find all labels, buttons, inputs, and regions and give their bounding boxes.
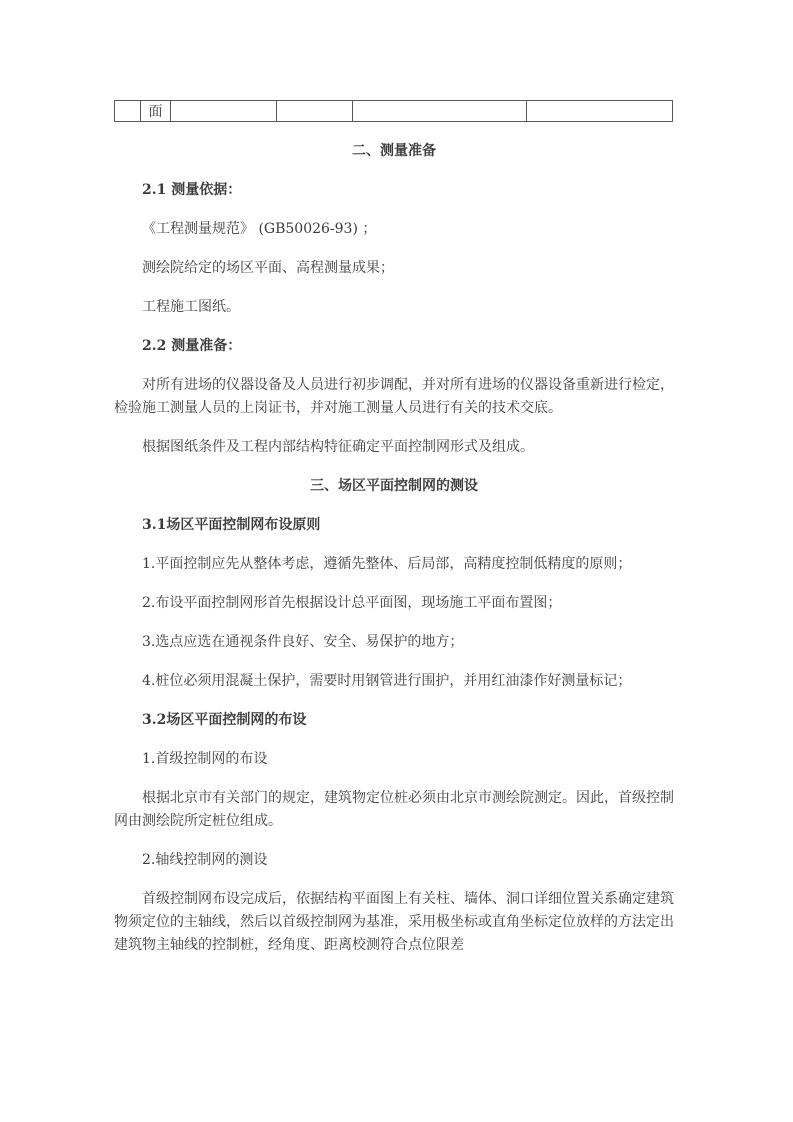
paragraph: 2.轴线控制网的测设	[142, 852, 268, 868]
paragraph: 根据北京市有关部门的规定，建筑物定位桩必须由北京市测绘院测定。因此，首级控制网由测绘院所定桩位组成。	[114, 790, 674, 829]
table-cell	[171, 101, 277, 122]
paragraph: 《工程测量规范》 (GB50026-93) ；	[142, 221, 377, 237]
document-body	[114, 140, 674, 973]
section-heading: 三、场区平面控制网的测设	[310, 478, 478, 494]
table-cell	[115, 101, 141, 122]
paragraph: 1.平面控制应先从整体考虑，遵循先整体、后局部，高精度控制低精度的原则；	[142, 556, 632, 572]
paragraph: 测绘院给定的场区平面、高程测量成果；	[142, 260, 394, 276]
paragraph: 3.选点应选在通视条件良好、安全、易保护的地方；	[142, 634, 464, 650]
section-heading: 二、测量准备	[352, 143, 436, 159]
table-fragment	[114, 100, 673, 122]
paragraph: 工程施工图纸。	[142, 299, 240, 315]
table-cell	[527, 101, 673, 122]
table-row	[115, 101, 673, 122]
paragraph: 1.首级控制网的布设	[142, 751, 268, 767]
subsection-heading: 3.1场区平面控制网布设原则	[142, 517, 321, 533]
subsection-heading: 2.1 测量依据：	[142, 182, 242, 198]
table-cell: 面	[141, 101, 171, 122]
subsection-heading: 2.2 测量准备：	[142, 338, 242, 354]
table-cell	[277, 101, 353, 122]
paragraph: 2.布设平面控制网形首先根据设计总平面图，现场施工平面布置图；	[142, 595, 562, 611]
paragraph: 对所有进场的仪器设备及人员进行初步调配，并对所有进场的仪器设备重新进行检定，检验施工测量人员的上岗证书，并对施工测量人员进行有关的技术交底。	[114, 377, 674, 416]
table-cell	[353, 101, 527, 122]
paragraph: 根据图纸条件及工程内部结构特征确定平面控制网形式及组成。	[142, 439, 534, 455]
subsection-heading: 3.2场区平面控制网的布设	[142, 712, 307, 728]
paragraph: 4.桩位必须用混凝土保护，需要时用钢管进行围护，并用红油漆作好测量标记；	[142, 673, 632, 689]
paragraph: 首级控制网布设完成后，依据结构平面图上有关柱、墙体、洞口详细位置关系确定建筑物须定位的主轴线，然后以首级控制网为基准，采用极坐标或直角坐标定位放样的方法定出建筑物主轴线的控制桩，经角度、距离校测符合点位限差	[114, 891, 674, 953]
